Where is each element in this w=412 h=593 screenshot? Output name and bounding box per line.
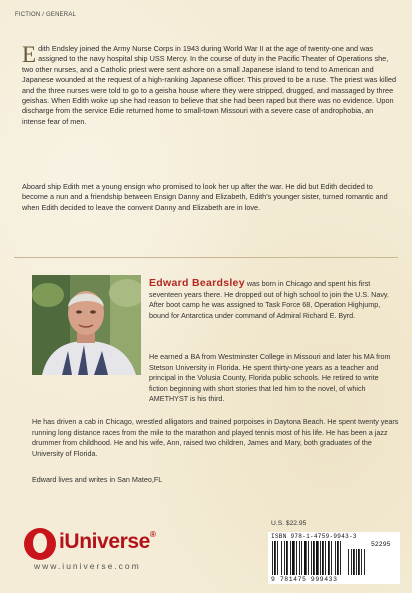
drop-cap: E <box>22 42 37 67</box>
iuniverse-logo-icon <box>24 528 56 560</box>
author-photo <box>32 275 141 375</box>
author-portrait-image <box>32 275 141 375</box>
price-code: 52295 <box>371 541 391 548</box>
publisher-name: iUniverse® <box>59 530 156 553</box>
publisher-logo <box>24 526 164 566</box>
author-bio-1 <box>149 278 399 321</box>
synopsis-paragraph-2: Aboard ship Edith met a young ensign who promised to look her up after the war. He did but Edith decided to become a nun and a friendship between Ensign Danny and Elizabeth, Edith's younger sister, turned romantic and when Edith decided to leave the convent Danny and Elizabeth are in love. <box>22 182 388 212</box>
publisher-url: www.iuniverse.com <box>34 561 141 571</box>
isbn-text: ISBN 978-1-4759-9943-3 <box>271 533 357 540</box>
barcode-bars <box>272 541 368 575</box>
author-location: Edward lives and writes in San Mateo,FL <box>32 475 163 484</box>
genre-label: FICTION / GENERAL <box>15 12 77 18</box>
barcode-digits: 9 781475 999433 <box>271 576 338 583</box>
synopsis-text-1: dith Endsley joined the Army Nurse Corps in 1943 during World War II at the age of twenty-one and was assigned to the navy hospital ship USS Mercy. In the course of duty in the Pacific Theater of Operations she, two other nurses, and a Catholic priest were sent ashore on a small Japanese island to tend to American and Japanese wounded at the request of a high-ranking Japanese officer. This proved to be a ruse. The priest was killed and the three nurses were told to go to a geisha house where they were stripped, drugged, and massaged by three geishas. When Edith woke up she had reason to believe that she had been raped but there was no evidence. Upon discharge from the service Edie returned home to small-town Missouri with a severe case of androphobia, an intense fear of men. <box>22 44 396 126</box>
price-label: U.S. $22.95 <box>271 520 307 527</box>
author-name: Edward Beardsley <box>149 277 245 289</box>
author-bio-1-text: was born in Chicago and spent his first seventeen years there. He dropped out of high school to join the U.S. Navy. After boot camp he was assigned to Task Force 68, Operation Highjump, bound for Antarctica under command of Admiral Richard E. Byrd. <box>149 279 389 320</box>
synopsis-paragraph-1 <box>22 44 396 127</box>
author-bio-3: He has driven a cab in Chicago, wrestled alligators and trained porpoises in Daytona Beach. He spent twenty years running long distance races from the mile to the marathon and played tennis most of his life. He has been a jazz drummer from childhood. He and his wife, Ann, raised two children, James and Mary, both graduates of the University of Florida. <box>32 417 399 458</box>
author-bio-2: He earned a BA from Westminster College in Missouri and later his MA from Stetson University in Florida. He spent thirty-one years as a teacher and principal in the Volusia County, Florida public schools. He retired to write fiction beginning with short stories that led him to the novel, of which AMETHYST is his third. <box>149 352 391 403</box>
isbn-barcode <box>268 532 400 584</box>
section-divider <box>14 257 398 258</box>
